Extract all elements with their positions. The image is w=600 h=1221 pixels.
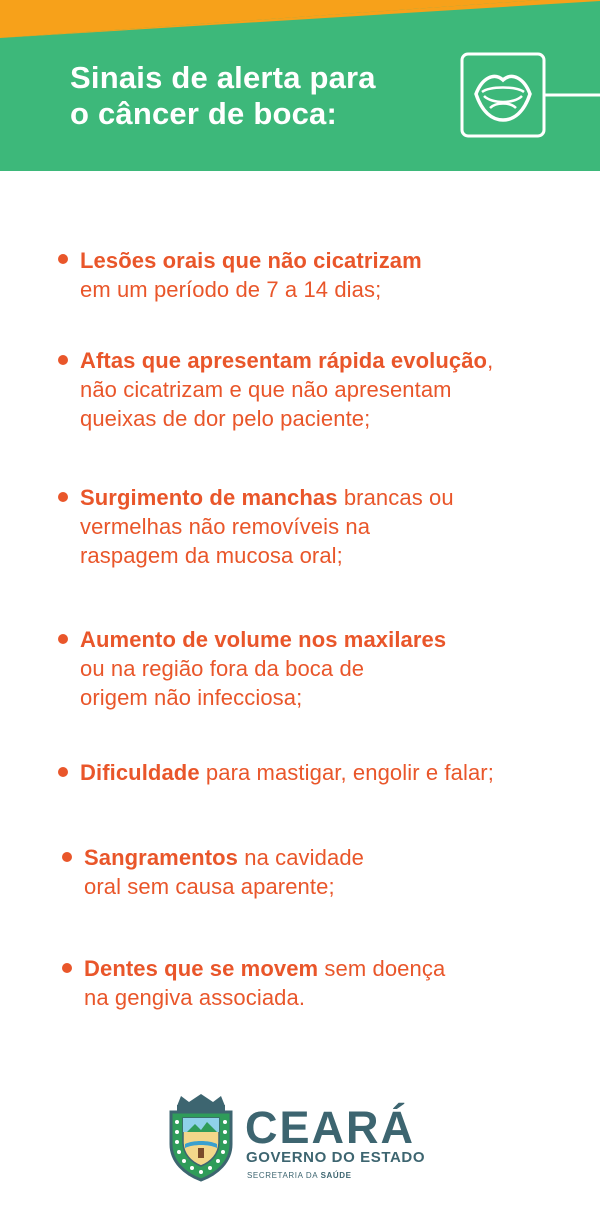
state-crest-icon [165,1092,237,1182]
secretariat-prefix: SECRETARIA DA [247,1171,321,1180]
item-line-3: queixas de dor pelo paciente; [80,406,371,431]
item-bold-text: Lesões orais que não cicatrizam [80,248,422,273]
government-logo [165,1092,445,1192]
item-text: na cavidade [238,845,364,870]
government-label: GOVERNO DO ESTADO [246,1149,426,1166]
item-text: brancas ou [337,485,454,510]
item-text: para mastigar, engolir e falar; [199,760,494,785]
item-line-2: oral sem causa aparente; [84,874,335,899]
item-bold-text: Dentes que se movem [84,956,319,981]
item-line-2: vermelhas não removíveis na [80,514,371,539]
bullet-icon [58,767,68,777]
header-banner [0,0,600,171]
item-bold-text: Aftas que apresentam rápida evolução [80,348,488,373]
item-bold-text: Sangramentos [84,845,239,870]
item-line-2: na gengiva associada. [84,985,306,1010]
bullet-icon [58,634,68,644]
bullet-icon [62,963,72,973]
item-line-3: raspagem da mucosa oral; [80,543,343,568]
item-line-2: não cicatrizam e que não apresentam [80,377,452,402]
item-bold-text: Surgimento de manchas [80,485,338,510]
bullet-icon [58,492,68,502]
bullet-icon [62,852,72,862]
open-mouth-icon [460,52,600,138]
secretariat-label [247,1171,352,1181]
brand-name: CEARÁ [245,1102,416,1153]
item-bold-text: Dificuldade [80,760,200,785]
page-title [70,60,376,132]
item-line-2: ou na região fora da boca de [80,656,365,681]
item-line-2: em um período de 7 a 14 dias; [80,277,382,302]
bullet-icon [58,254,68,264]
item-text: sem doença [318,956,446,981]
title-line-1: Sinais de alerta para [70,60,376,95]
item-text: , [487,348,494,373]
title-line-2: o câncer de boca: [70,96,337,131]
item-line-3: origem não infecciosa; [80,685,303,710]
item-bold-text: Aumento de volume nos maxilares [80,627,447,652]
bullet-icon [58,355,68,365]
secretariat-bold: SAÚDE [320,1171,352,1180]
